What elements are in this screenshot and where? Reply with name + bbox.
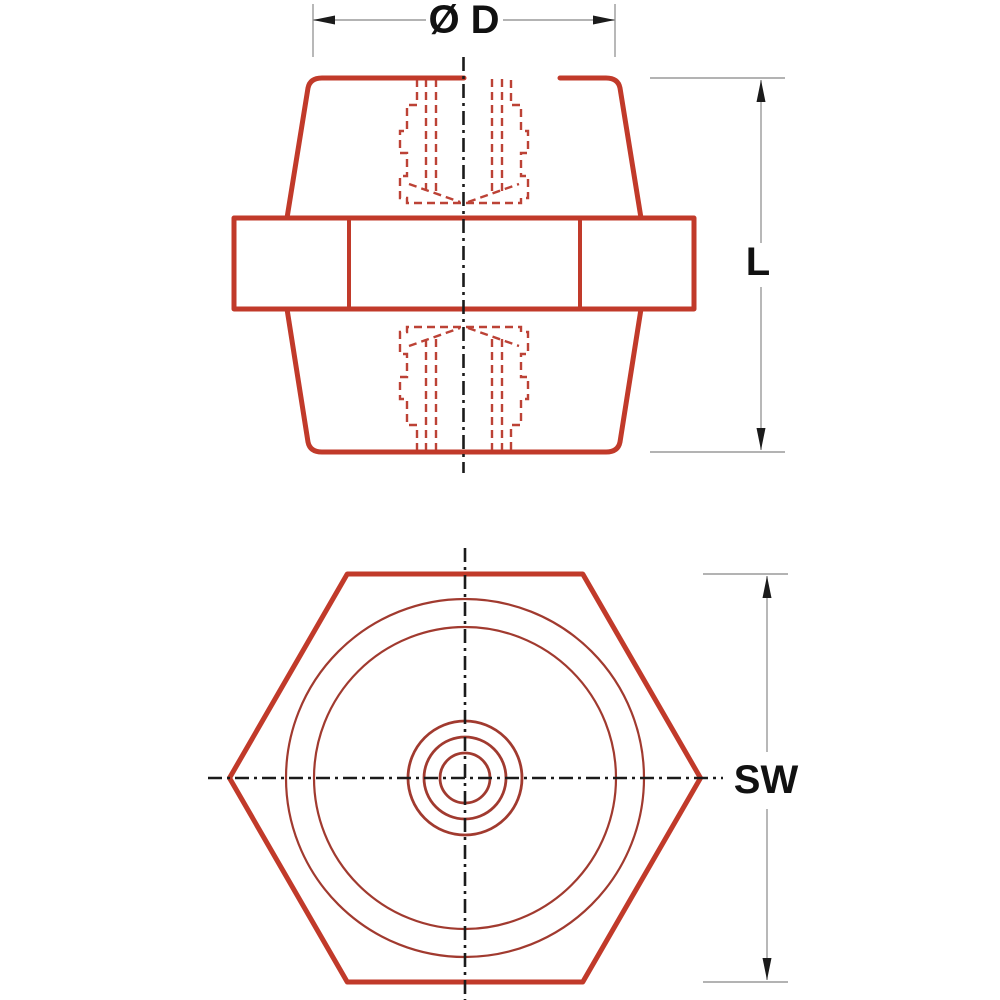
label-length: L bbox=[745, 240, 771, 284]
arrow-up-icon bbox=[763, 576, 772, 598]
arrow-left-icon bbox=[313, 16, 335, 25]
side-view bbox=[234, 57, 694, 473]
arrow-down-icon bbox=[757, 428, 766, 450]
arrow-down-icon bbox=[763, 958, 772, 980]
arrow-right-icon bbox=[593, 16, 615, 25]
dimension-length bbox=[650, 78, 785, 452]
label-diameter: Ø D bbox=[428, 0, 500, 42]
dimension-diameter bbox=[313, 0, 615, 57]
plan-view bbox=[208, 548, 723, 1000]
label-across-flats: SW bbox=[733, 758, 799, 802]
arrow-up-icon bbox=[757, 80, 766, 102]
dimension-across-flats bbox=[703, 574, 798, 982]
